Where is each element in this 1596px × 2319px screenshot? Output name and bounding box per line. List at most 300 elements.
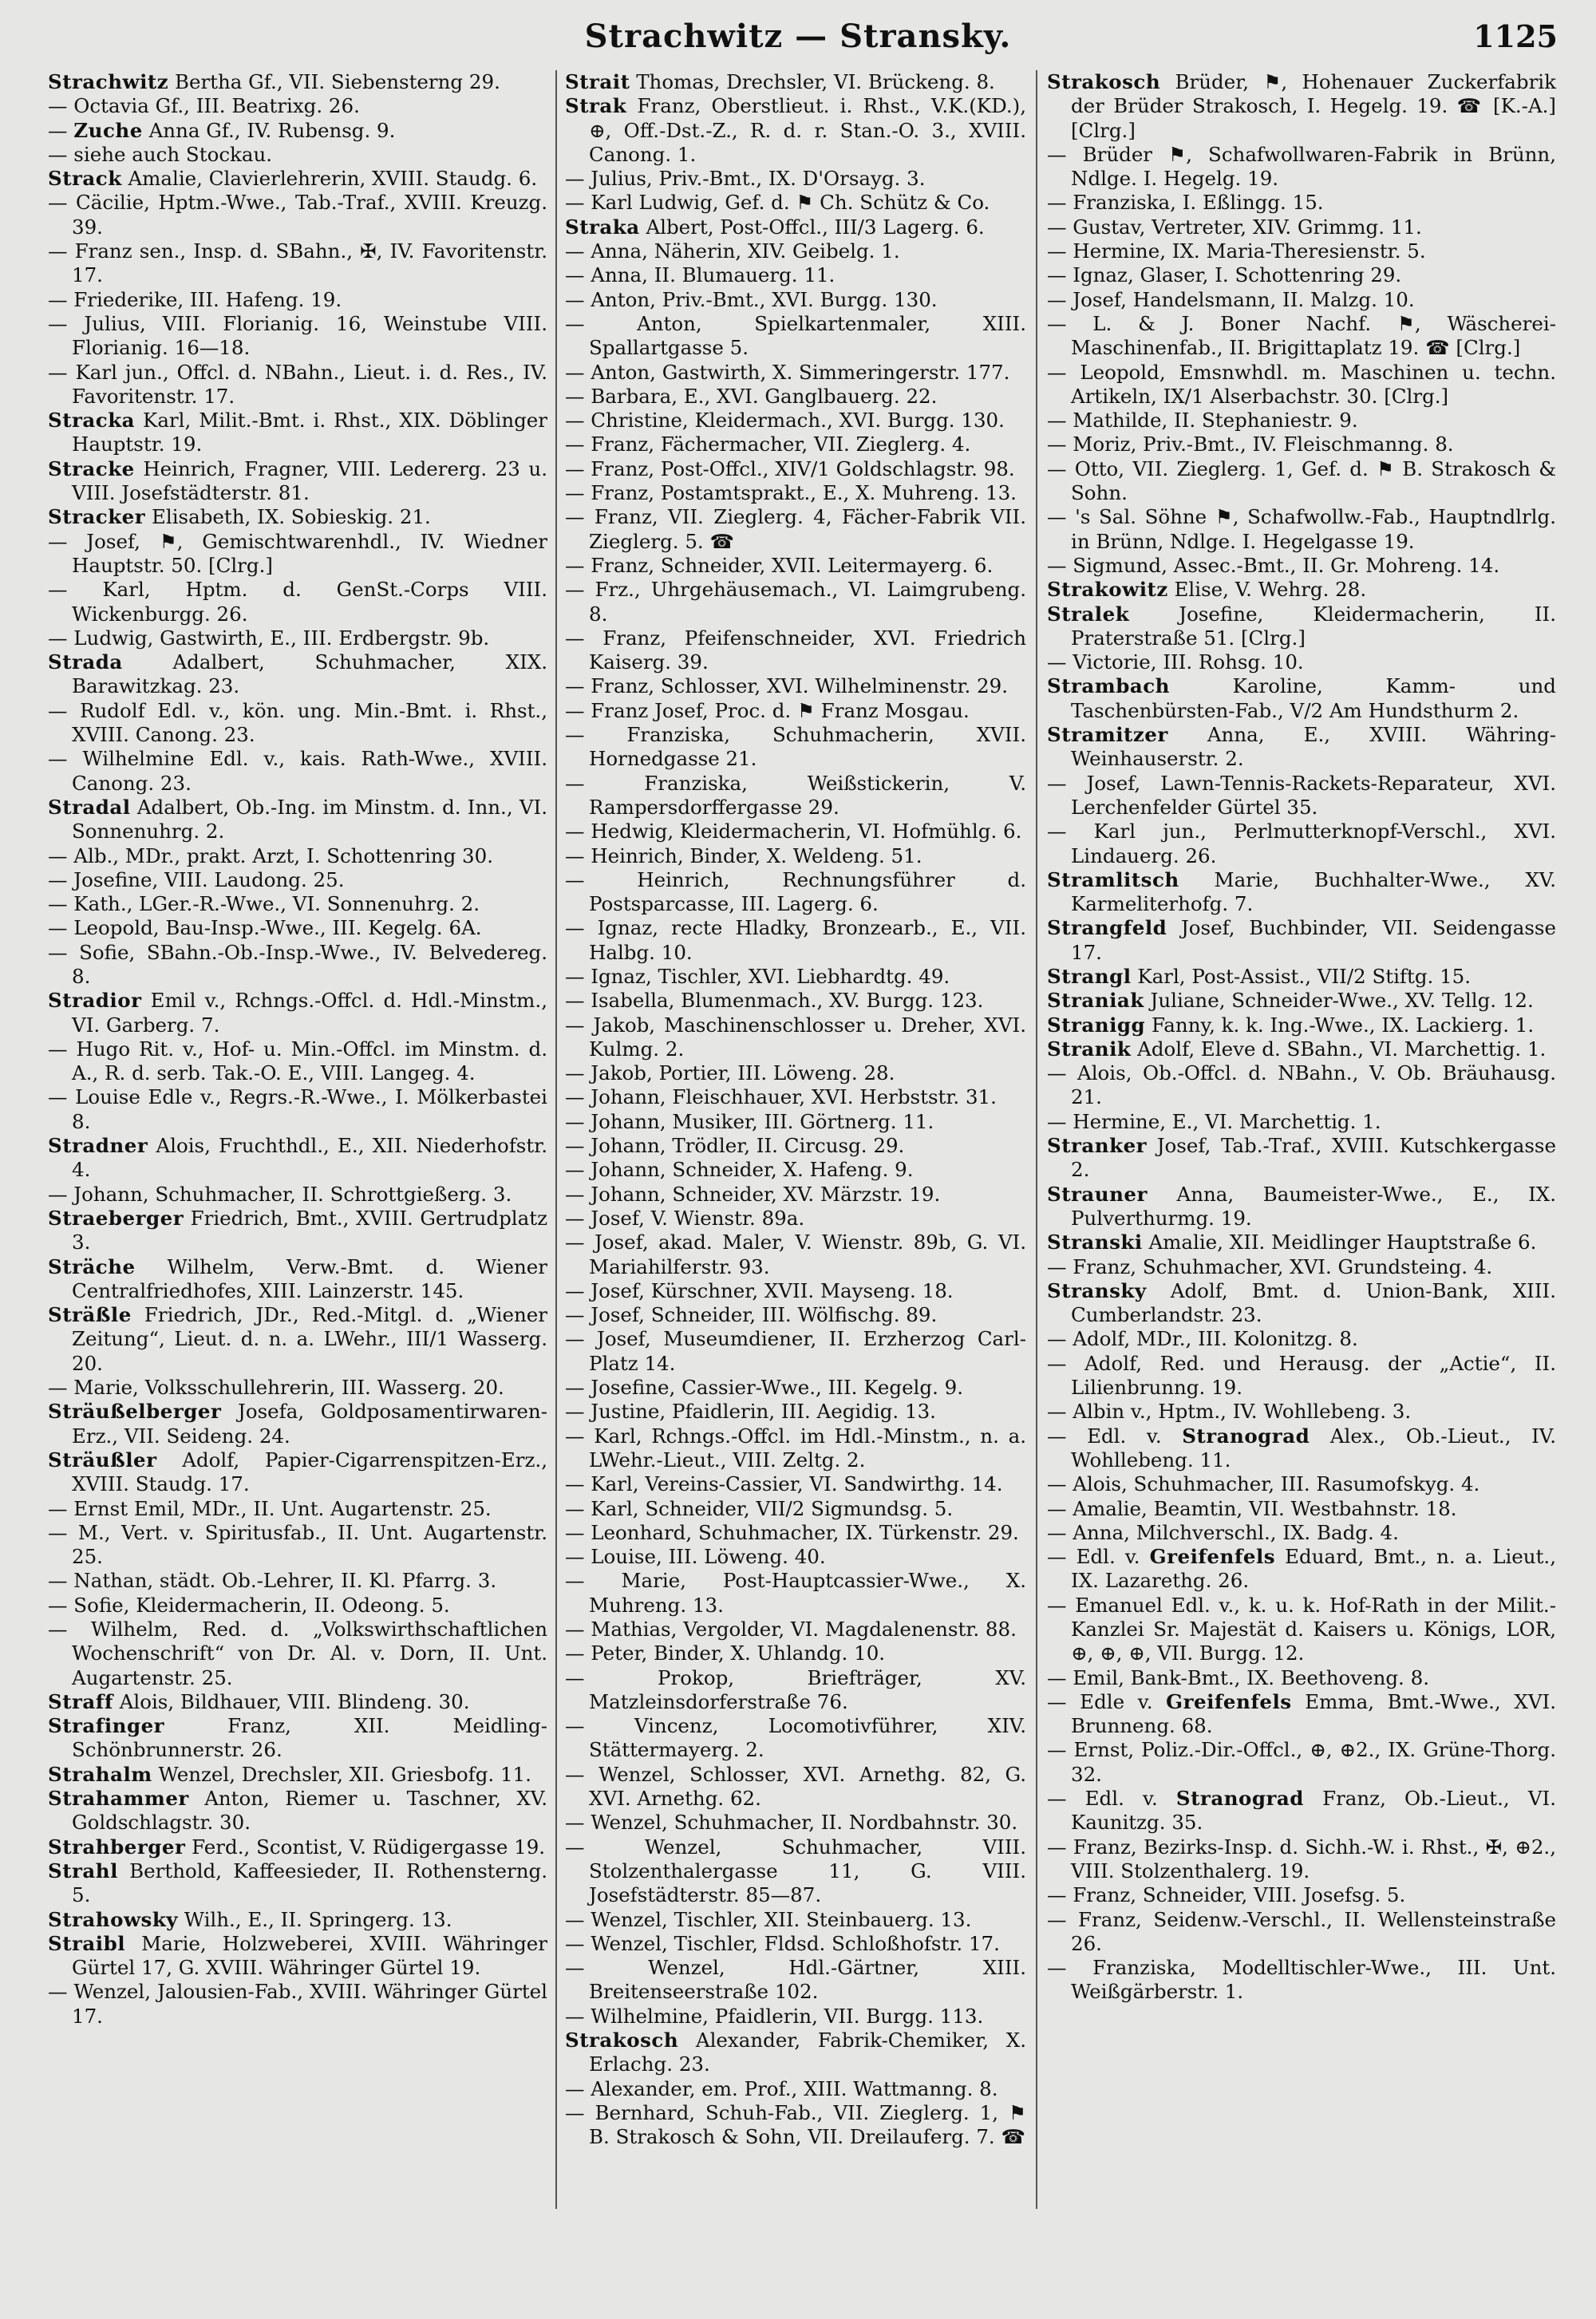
entry-details: — Wenzel, Tischler, XII. Steinbauerg. 13. bbox=[565, 1907, 972, 1931]
entry-surname: Sträche bbox=[48, 1254, 136, 1278]
entry-details: — Hedwig, Kleidermacherin, VI. Hofmühlg. 6. bbox=[565, 820, 1022, 843]
entry-details: — Louise, III. Löweng. 40. bbox=[565, 1545, 826, 1569]
entry-details: Bertha Gf., VII. Siebensterng 29. bbox=[168, 70, 500, 93]
directory-entry bbox=[565, 1666, 1026, 1715]
entry-details: — Franz, Fächermacher, VII. Zieglerg. 4. bbox=[565, 433, 971, 456]
directory-entry bbox=[1047, 1472, 1556, 1496]
entry-details: — Cäcilie, Hptm.-Wwe., Tab.-Traf., XVIII. Kreuzg. 39. bbox=[48, 191, 547, 239]
directory-entry bbox=[565, 965, 1026, 989]
directory-entry bbox=[565, 2077, 1026, 2101]
running-head: Strachwitz — Stransky. bbox=[584, 18, 1012, 55]
directory-entry bbox=[565, 481, 1026, 505]
entry-surname: Stranker bbox=[1047, 1134, 1148, 1158]
entry-details: — Franziska, Modelltischler-Wwe., III. Unt. Weißgärberstr. 1. bbox=[1047, 1956, 1556, 2004]
directory-entry bbox=[565, 1835, 1026, 1908]
directory-entry bbox=[48, 288, 547, 312]
entry-details: Josef, Tab.-Traf., XVIII. Kutschkergasse 2. bbox=[1071, 1134, 1556, 1182]
entry-details: Elise, V. Wehrg. 28. bbox=[1167, 578, 1367, 602]
entry-details: — Heinrich, Binder, X. Weldeng. 51. bbox=[565, 843, 922, 867]
directory-entry bbox=[48, 1134, 547, 1183]
entry-details: Wilhelm, Verw.-Bmt. d. Wiener Centralfriedhofes, XIII. Lainzerstr. 145. bbox=[72, 1254, 547, 1302]
entry-surname: Stranograd bbox=[1182, 1424, 1310, 1448]
directory-column-3 bbox=[1047, 70, 1556, 2005]
entry-details: — L. & J. Boner Nachf. ⚑, Wäscherei-Maschinenfab., II. Brigittaplatz 19. ☎ [Clrg.] bbox=[1047, 311, 1556, 360]
entry-surname: Straibl bbox=[48, 1931, 126, 1955]
entry-details: — Josefine, Cassier-Wwe., III. Kegelg. 9. bbox=[565, 1376, 964, 1400]
entry-details: Ferd., Scontist, V. Rüdigergasse 19. bbox=[185, 1835, 546, 1859]
directory-entry bbox=[565, 1956, 1026, 2005]
entry-surname: Stransky bbox=[1047, 1278, 1147, 1302]
entry-details: — Franz, Schneider, XVII. Leitermayerg. 6. bbox=[565, 553, 994, 577]
directory-entry bbox=[1047, 578, 1556, 602]
entry-details: — Justine, Pfaidlerin, III. Aegidig. 13. bbox=[565, 1400, 936, 1424]
entry-surname: Stradal bbox=[48, 795, 131, 819]
entry-details: — Moriz, Priv.-Bmt., IV. Fleischmanng. 8. bbox=[1047, 433, 1454, 456]
page-number: 1125 bbox=[1473, 18, 1558, 54]
directory-entry bbox=[565, 94, 1026, 167]
directory-entry bbox=[48, 941, 547, 990]
entry-details: Marie, Buchhalter-Wwe., XV. Karmeliterhofg. 7. bbox=[1071, 867, 1556, 916]
directory-entry bbox=[48, 1037, 547, 1086]
directory-entry bbox=[1047, 1061, 1556, 1110]
entry-surname: Zuche bbox=[73, 118, 143, 142]
entry-details: — Franz, Schuhmacher, XVI. Grundsteing. 4. bbox=[1047, 1254, 1493, 1278]
directory-entry bbox=[565, 1134, 1026, 1158]
directory-entry bbox=[1047, 868, 1556, 917]
directory-entry bbox=[48, 1690, 547, 1714]
directory-entry bbox=[1047, 1787, 1556, 1835]
directory-entry bbox=[565, 288, 1026, 312]
directory-entry bbox=[565, 1569, 1026, 1618]
directory-entry bbox=[48, 119, 547, 143]
entry-surname: Stranigg bbox=[1047, 1013, 1146, 1037]
entry-details: — Sigmund, Assec.-Bmt., II. Gr. Mohreng. 14. bbox=[1047, 553, 1500, 577]
entry-details: Brüder, ⚑, Hohenauer Zuckerfabrik der Brüder Strakosch, I. Hegelg. 19. ☎ [K.-A.] [Clrg.] bbox=[1071, 70, 1556, 142]
entry-prefix: — bbox=[48, 118, 74, 142]
directory-entry bbox=[565, 239, 1026, 263]
directory-column-2 bbox=[565, 70, 1026, 2150]
directory-entry bbox=[565, 844, 1026, 868]
directory-entry bbox=[565, 1400, 1026, 1424]
directory-entry bbox=[565, 2005, 1026, 2029]
entry-details: Anna, Baumeister-Wwe., E., IX. Pulverthurmg. 19. bbox=[1071, 1182, 1556, 1230]
entry-details: Alois, Bildhauer, VIII. Blindeng. 30. bbox=[113, 1689, 470, 1713]
entry-details: — Isabella, Blumenmach., XV. Burgg. 123. bbox=[565, 989, 984, 1013]
directory-entry bbox=[565, 1641, 1026, 1665]
entry-surname: Strakosch bbox=[565, 2029, 679, 2052]
directory-entry bbox=[48, 1932, 547, 1981]
directory-entry bbox=[1047, 916, 1556, 965]
entry-surname: Stracker bbox=[48, 505, 146, 529]
directory-entry bbox=[48, 1908, 547, 1932]
directory-entry bbox=[1047, 70, 1556, 143]
directory-entry bbox=[1047, 965, 1556, 989]
directory-entry bbox=[48, 1376, 547, 1400]
entry-details: Josef, Buchbinder, VII. Seidengasse 17. bbox=[1071, 916, 1556, 964]
directory-entry bbox=[1047, 1231, 1556, 1254]
directory-entry bbox=[1047, 239, 1556, 263]
directory-entry bbox=[48, 796, 547, 844]
entry-details: — Franz sen., Insp. d. SBahn., ✠, IV. Favoritenstr. 17. bbox=[48, 239, 547, 287]
entry-surname: Stracka bbox=[48, 409, 136, 433]
directory-entry bbox=[565, 578, 1026, 626]
directory-entry bbox=[1047, 1497, 1556, 1521]
directory-entry bbox=[1047, 1521, 1556, 1545]
entry-surname: Strangl bbox=[1047, 964, 1132, 988]
entry-details: — Franz, VII. Zieglerg. 4, Fächer-Fabrik VII. Zieglerg. 5. ☎ bbox=[565, 505, 1026, 553]
entry-surname: Sträußler bbox=[48, 1448, 157, 1472]
directory-entry bbox=[48, 1763, 547, 1787]
entry-details: — Josef, akad. Maler, V. Wienstr. 89b, G. VI. Mariahilferstr. 93. bbox=[565, 1231, 1026, 1278]
directory-entry bbox=[48, 1448, 547, 1497]
entry-details: — Leonhard, Schuhmacher, IX. Türkenstr. 29. bbox=[565, 1520, 1019, 1544]
entry-details: — Ernst Emil, MDr., II. Unt. Augartenstr. 25. bbox=[48, 1496, 492, 1520]
directory-entry bbox=[565, 1279, 1026, 1303]
entry-surname: Greifenfels bbox=[1149, 1545, 1276, 1569]
entry-details: — Hugo Rit. v., Hof- u. Min.-Offcl. im Minstm. d. A., R. d. serb. Tak.-O. E., VIII. Langeg. 4. bbox=[48, 1037, 547, 1085]
entry-details: — Franziska, I. Eßlingg. 15. bbox=[1047, 191, 1324, 215]
directory-entry bbox=[48, 191, 547, 239]
entry-details: — Hermine, IX. Maria-Theresienstr. 5. bbox=[1047, 239, 1426, 263]
entry-details: Thomas, Drechsler, VI. Brückeng. 8. bbox=[630, 70, 995, 93]
directory-entry bbox=[565, 263, 1026, 287]
entry-details: Friedrich, Bmt., XVIII. Gertrudplatz 3. bbox=[72, 1206, 547, 1254]
entry-details: — Anna, II. Blumauerg. 11. bbox=[565, 263, 836, 287]
entry-details: — Franziska, Schuhmacherin, XVII. Hornedgasse 21. bbox=[565, 723, 1026, 771]
directory-entry bbox=[1047, 1400, 1556, 1424]
directory-entry bbox=[565, 409, 1026, 433]
directory-entry bbox=[1047, 1037, 1556, 1061]
directory-entry bbox=[48, 747, 547, 796]
directory-entry bbox=[565, 2101, 1026, 2150]
entry-surname: Strahl bbox=[48, 1859, 118, 1882]
entry-details: Amalie, Clavierlehrerin, XVIII. Staudg. 6. bbox=[121, 167, 538, 191]
directory-entry bbox=[1047, 1690, 1556, 1739]
directory-entry bbox=[565, 868, 1026, 917]
entry-details: Alex., Ob.-Lieut., IV. Wohllebeng. 11. bbox=[1071, 1424, 1556, 1472]
directory-entry bbox=[565, 1303, 1026, 1327]
directory-entry bbox=[565, 385, 1026, 409]
directory-entry bbox=[1047, 1013, 1556, 1037]
entry-details: — Josef, ⚑, Gemischtwarenhdl., IV. Wiedner Hauptstr. 50. [Clrg.] bbox=[48, 529, 547, 577]
entry-details: Josefa, Goldposamentirwaren-Erz., VII. Seideng. 24. bbox=[72, 1400, 547, 1448]
entry-surname: Stranik bbox=[1047, 1037, 1132, 1061]
entry-details: — Sofie, Kleidermacherin, II. Odeong. 5. bbox=[48, 1593, 450, 1617]
entry-details: — Victorie, III. Rohsg. 10. bbox=[1047, 650, 1304, 674]
entry-details: — Prokop, Briefträger, XV. Matzleinsdorferstraße 76. bbox=[565, 1665, 1026, 1713]
directory-entry bbox=[48, 167, 547, 191]
entry-details: — Wilhelmine, Pfaidlerin, VII. Burgg. 113. bbox=[565, 2004, 984, 2028]
directory-entry bbox=[565, 1013, 1026, 1062]
directory-entry bbox=[565, 1085, 1026, 1109]
directory-entry bbox=[48, 578, 547, 626]
directory-entry bbox=[565, 1183, 1026, 1207]
entry-details: — Frz., Uhrgehäusemach., VI. Laimgrubeng. 8. bbox=[565, 578, 1026, 626]
directory-entry bbox=[565, 1763, 1026, 1811]
directory-entry bbox=[48, 312, 547, 361]
entry-details: — Wenzel, Schuhmacher, VIII. Stolzenthalergasse 11, G. VIII. Josefstädterstr. 85—87. bbox=[565, 1835, 1026, 1907]
entry-details: — Emanuel Edl. v., k. u. k. Hof-Rath in der Milit.-Kanzlei Sr. Majestät d. Kaisers u. Königs, LOR, ⊕, ⊕, ⊕, VII. Burgg. 12. bbox=[1047, 1593, 1556, 1665]
directory-entry bbox=[565, 1207, 1026, 1231]
entry-surname: Strangfeld bbox=[1047, 916, 1167, 940]
column-divider bbox=[1036, 70, 1037, 2209]
entry-details: — Franz, Pfeifenschneider, XVI. Friedrich Kaiserg. 39. bbox=[565, 626, 1026, 674]
directory-entry bbox=[565, 1932, 1026, 1956]
directory-entry bbox=[1047, 312, 1556, 361]
entry-details: — Alois, Schuhmacher, III. Rasumofskyg. 4. bbox=[1047, 1472, 1480, 1496]
directory-entry bbox=[48, 1497, 547, 1521]
entry-prefix: — Edle v. bbox=[1047, 1689, 1167, 1713]
entry-details: — Emil, Bank-Bmt., IX. Beethoveng. 8. bbox=[1047, 1665, 1430, 1689]
entry-surname: Stramitzer bbox=[1047, 723, 1168, 747]
directory-entry bbox=[1047, 409, 1556, 433]
entry-details: Adolf, Eleve d. SBahn., VI. Marchettig. 1. bbox=[1131, 1037, 1547, 1061]
entry-details: — Anna, Milchverschl., IX. Badg. 4. bbox=[1047, 1520, 1399, 1544]
directory-entry bbox=[48, 239, 547, 288]
entry-details: — Wenzel, Jalousien-Fab., XVIII. Währinger Gürtel 17. bbox=[48, 1980, 547, 2028]
directory-entry bbox=[1047, 288, 1556, 312]
page-header bbox=[0, 11, 1596, 62]
entry-details: — Heinrich, Rechnungsführer d. Postsparcasse, III. Lagerg. 6. bbox=[565, 867, 1026, 916]
entry-details: — Franz, Bezirks-Insp. d. Sichh.-W. i. Rhst., ✠, ⊕2., VIII. Stolzenthalerg. 19. bbox=[1047, 1835, 1556, 1882]
entry-details: Anna, E., XVIII. Währing-Weinhauserstr. 2. bbox=[1071, 723, 1556, 771]
entry-details: — Julius, Priv.-Bmt., IX. D'Orsayg. 3. bbox=[565, 167, 926, 191]
entry-details: Eduard, Bmt., n. a. Lieut., IX. Lazarethg. 26. bbox=[1071, 1545, 1557, 1593]
entry-details: — Anna, Näherin, XIV. Geibelg. 1. bbox=[565, 239, 900, 263]
entry-details: — 's Sal. Söhne ⚑, Schafwollw.-Fab., Hauptndlrlg. in Brünn, Ndlge. I. Hegelgasse 19. bbox=[1047, 505, 1556, 553]
directory-entry bbox=[1047, 1255, 1556, 1279]
entry-surname: Stradner bbox=[48, 1134, 148, 1158]
directory-entry bbox=[1047, 602, 1556, 651]
directory-entry bbox=[565, 1424, 1026, 1473]
entry-details: — Franz, Schlosser, XVI. Wilhelminenstr. 29. bbox=[565, 674, 1009, 698]
entry-surname: Straeberger bbox=[48, 1206, 184, 1230]
entry-details: — Anton, Spielkartenmaler, XIII. Spallartgasse 5. bbox=[565, 311, 1026, 360]
directory-entry bbox=[48, 94, 547, 118]
directory-entry bbox=[565, 916, 1026, 965]
directory-entry bbox=[48, 916, 547, 940]
entry-details: Alois, Fruchthdl., E., XII. Niederhofstr. 4. bbox=[72, 1134, 547, 1182]
directory-entry bbox=[48, 1569, 547, 1593]
entry-details: Wilh., E., II. Springerg. 13. bbox=[178, 1907, 452, 1931]
entry-details: — siehe auch Stockau. bbox=[48, 142, 273, 166]
entry-details: — Ignaz, Glaser, I. Schottenring 29. bbox=[1047, 263, 1402, 287]
directory-entry bbox=[565, 2029, 1026, 2077]
entry-details: Anna Gf., IV. Rubensg. 9. bbox=[142, 118, 396, 142]
entry-details: — Karl Ludwig, Gef. d. ⚑ Ch. Schütz & Co. bbox=[565, 191, 990, 215]
directory-entry bbox=[1047, 215, 1556, 239]
directory-entry bbox=[565, 674, 1026, 698]
entry-details: — Amalie, Beamtin, VII. Westbahnstr. 18. bbox=[1047, 1496, 1457, 1520]
entry-details: — Wenzel, Schlosser, XVI. Arnethg. 82, G. XVI. Arnethg. 62. bbox=[565, 1762, 1026, 1811]
entry-details: — Marie, Post-Hauptcassier-Wwe., X. Muhreng. 13. bbox=[565, 1569, 1026, 1617]
entry-surname: Sträußelberger bbox=[48, 1400, 222, 1424]
directory-entry bbox=[565, 1231, 1026, 1279]
directory-entry bbox=[48, 1207, 547, 1255]
entry-details: Heinrich, Fragner, VIII. Ledererg. 23 u. VIII. Josefstädterstr. 81. bbox=[72, 456, 547, 505]
entry-details: — Johann, Trödler, II. Circusg. 29. bbox=[565, 1134, 905, 1158]
directory-entry bbox=[1047, 361, 1556, 409]
entry-details: — Nathan, städt. Ob.-Lehrer, II. Kl. Pfarrg. 3. bbox=[48, 1569, 497, 1593]
directory-entry bbox=[1047, 143, 1556, 192]
entry-details: — Hermine, E., VI. Marchettig. 1. bbox=[1047, 1109, 1381, 1133]
directory-entry bbox=[1047, 772, 1556, 820]
directory-entry bbox=[48, 1400, 547, 1448]
entry-details: — Josef, Kürschner, XVII. Mayseng. 18. bbox=[565, 1278, 954, 1302]
entry-surname: Strahammer bbox=[48, 1787, 189, 1811]
directory-entry bbox=[565, 433, 1026, 456]
directory-entry bbox=[565, 457, 1026, 481]
entry-details: — Otto, VII. Zieglerg. 1, Gef. d. ⚑ B. Strakosch & Sohn. bbox=[1047, 456, 1556, 505]
entry-details: — Josef, V. Wienstr. 89a. bbox=[565, 1206, 805, 1230]
directory-entry bbox=[1047, 1134, 1556, 1183]
entry-surname: Strakowitz bbox=[1047, 578, 1168, 602]
directory-entry bbox=[565, 554, 1026, 578]
directory-entry bbox=[565, 989, 1026, 1013]
entry-details: Adalbert, Schuhmacher, XIX. Barawitzkag. 23. bbox=[72, 650, 547, 698]
entry-details: Karoline, Kamm- und Taschenbürsten-Fab., V/2 Am Hundsthurm 2. bbox=[1071, 674, 1556, 722]
entry-surname: Strafinger bbox=[48, 1714, 165, 1738]
entry-surname: Straff bbox=[48, 1689, 113, 1713]
column-divider bbox=[555, 70, 557, 2209]
entry-surname: Stranograd bbox=[1175, 1787, 1304, 1811]
entry-details: Marie, Holzweberei, XVIII. Währinger Gürtel 17, G. XVIII. Währinger Gürtel 19. bbox=[72, 1931, 547, 1980]
entry-details: — Mathilde, II. Stephaniestr. 9. bbox=[1047, 409, 1358, 433]
directory-entry bbox=[48, 892, 547, 916]
entry-details: — Bernhard, Schuh-Fab., VII. Zieglerg. 1, ⚑ B. Strakosch & Sohn, VII. Dreilauferg. 7. ☎ bbox=[565, 2100, 1026, 2149]
directory-entry bbox=[565, 167, 1026, 191]
entry-details: — Wilhelmine Edl. v., kais. Rath-Wwe., XVIII. Canong. 23. bbox=[48, 747, 547, 795]
entry-details: — Peter, Binder, X. Uhlandg. 10. bbox=[565, 1641, 886, 1665]
entry-details: — Sofie, SBahn.-Ob.-Insp.-Wwe., IV. Belvedereg. 8. bbox=[48, 940, 547, 988]
directory-entry bbox=[48, 70, 547, 94]
directory-entry bbox=[565, 70, 1026, 94]
entry-details: — Ernst, Poliz.-Dir.-Offcl., ⊕, ⊕2., IX. Grüne-Thorg. 32. bbox=[1047, 1738, 1556, 1786]
directory-entry bbox=[565, 1521, 1026, 1545]
entry-details: — Ignaz, Tischler, XVI. Liebhardtg. 49. bbox=[565, 964, 950, 988]
entry-details: — Karl, Rchngs.-Offcl. im Hdl.-Minstm., n. a. LWehr.-Lieut., VIII. Zeltg. 2. bbox=[565, 1424, 1026, 1472]
directory-entry bbox=[48, 1255, 547, 1304]
directory-entry bbox=[565, 1110, 1026, 1134]
entry-details: — Rudolf Edl. v., kön. ung. Min.-Bmt. i. Rhst., XVIII. Canong. 23. bbox=[48, 698, 547, 747]
directory-entry bbox=[565, 1714, 1026, 1763]
directory-column-1 bbox=[48, 70, 547, 2029]
entry-surname: Strak bbox=[565, 94, 627, 118]
directory-entry bbox=[565, 361, 1026, 385]
directory-entry bbox=[48, 1980, 547, 2029]
entry-details: — Josef, Lawn-Tennis-Rackets-Reparateur, XVI. Lerchenfelder Gürtel 35. bbox=[1047, 771, 1556, 819]
entry-details: — Franz, Post-Offcl., XIV/1 Goldschlagstr. 98. bbox=[565, 456, 1015, 480]
directory-entry bbox=[48, 1085, 547, 1134]
directory-entry bbox=[1047, 191, 1556, 215]
directory-entry bbox=[565, 820, 1026, 843]
entry-details: — Josef, Schneider, III. Wölfischg. 89. bbox=[565, 1303, 938, 1327]
entry-details: Adalbert, Ob.-Ing. im Minstm. d. Inn., VI. Sonnenuhrg. 2. bbox=[72, 795, 547, 843]
entry-details: — Johann, Schuhmacher, II. Schrottgießerg. 3. bbox=[48, 1182, 512, 1206]
directory-entry bbox=[1047, 674, 1556, 723]
directory-entry bbox=[48, 868, 547, 892]
entry-details: — Johann, Schneider, XV. Märzstr. 19. bbox=[565, 1182, 941, 1206]
entry-details: — Franz, Postamtsprakt., E., X. Muhreng. 13. bbox=[565, 481, 1017, 505]
directory-entry bbox=[1047, 820, 1556, 868]
entry-surname: Strauner bbox=[1047, 1182, 1148, 1206]
entry-surname: Stralek bbox=[1047, 602, 1130, 626]
directory-entry bbox=[565, 1618, 1026, 1641]
directory-entry bbox=[1047, 723, 1556, 772]
directory-entry bbox=[48, 1859, 547, 1908]
entry-details: — Friederike, III. Hafeng. 19. bbox=[48, 287, 342, 311]
entry-surname: Sträßle bbox=[48, 1303, 132, 1327]
entry-surname: Straka bbox=[565, 215, 640, 239]
directory-entry bbox=[1047, 263, 1556, 287]
entry-details: — Marie, Volksschullehrerin, III. Wasserg. 20. bbox=[48, 1376, 504, 1400]
entry-surname: Strambach bbox=[1047, 674, 1170, 698]
entry-details: Franz, Oberstlieut. i. Rhst., V.K.(KD.), ⊕, Off.-Dst.-Z., R. d. r. Stan.-O. 3., XVIII. Canong. 1. bbox=[589, 94, 1026, 166]
directory-entry bbox=[565, 1497, 1026, 1521]
directory-entry bbox=[565, 215, 1026, 239]
entry-surname: Strada bbox=[48, 650, 123, 674]
entry-details: — Wilhelm, Red. d. „Volkswirthschaftlichen Wochenschrift“ von Dr. Al. v. Dorn, II. Unt. Augartenstr. 25. bbox=[48, 1618, 547, 1689]
entry-details: — Leopold, Bau-Insp.-Wwe., III. Kegelg. 6A. bbox=[48, 916, 482, 940]
entry-details: Friedrich, JDr., Red.-Mitgl. d. „Wiener Zeitung“, Lieut. d. n. a. LWehr., III/1 Wasserg. 20. bbox=[72, 1303, 547, 1375]
entry-prefix: — Edl. v. bbox=[1047, 1424, 1183, 1448]
entry-details: — Alexander, em. Prof., XIII. Wattmanng. 8. bbox=[565, 2076, 998, 2100]
directory-entry bbox=[48, 1303, 547, 1376]
directory-entry bbox=[565, 699, 1026, 723]
entry-details: Amalie, XII. Meidlinger Hauptstraße 6. bbox=[1142, 1231, 1537, 1254]
entry-details: — Franziska, Weißstickerin, V. Rampersdorffergasse 29. bbox=[565, 771, 1026, 819]
directory-entry bbox=[48, 989, 547, 1037]
directory-entry bbox=[1047, 989, 1556, 1013]
directory-entry bbox=[1047, 1738, 1556, 1787]
entry-details: — Louise Edle v., Regrs.-R.-Wwe., I. Mölkerbastei 8. bbox=[48, 1085, 547, 1133]
entry-details: — Vincenz, Locomotivführer, XIV. Stättermayerg. 2. bbox=[565, 1714, 1026, 1762]
directory-entry bbox=[1047, 1835, 1556, 1884]
entry-details: Berthold, Kaffeesieder, II. Rothensterng. 5. bbox=[72, 1859, 547, 1907]
directory-entry bbox=[48, 361, 547, 409]
entry-details: — Josef, Museumdiener, II. Erzherzog Carl-Platz 14. bbox=[565, 1327, 1026, 1375]
entry-prefix: — Edl. v. bbox=[1047, 1545, 1150, 1569]
directory-entry bbox=[1047, 554, 1556, 578]
entry-details: — Karl, Vereins-Cassier, VI. Sandwirthg. 14. bbox=[565, 1472, 1003, 1496]
entry-surname: Straniak bbox=[1047, 989, 1144, 1013]
directory-entry bbox=[48, 1594, 547, 1618]
entry-details: Juliane, Schneider-Wwe., XV. Tellg. 12. bbox=[1144, 989, 1534, 1013]
entry-surname: Strahalm bbox=[48, 1762, 152, 1786]
directory-entry bbox=[1047, 1666, 1556, 1690]
entry-details: — Josef, Handelsmann, II. Malzg. 10. bbox=[1047, 287, 1415, 311]
entry-details: — Wenzel, Schuhmacher, II. Nordbahnstr. 30. bbox=[565, 1811, 1018, 1835]
entry-details: — Johann, Schneider, X. Hafeng. 9. bbox=[565, 1158, 914, 1182]
directory-entry bbox=[48, 409, 547, 457]
directory-entry bbox=[1047, 1279, 1556, 1328]
directory-entry bbox=[565, 772, 1026, 820]
directory-entry bbox=[48, 1835, 547, 1859]
directory-entry bbox=[48, 505, 547, 529]
entry-details: — Franz, Schneider, VIII. Josefsg. 5. bbox=[1047, 1883, 1406, 1907]
directory-entry bbox=[1047, 1594, 1556, 1666]
entry-details: — Albin v., Hptm., IV. Wohllebeng. 3. bbox=[1047, 1400, 1412, 1424]
entry-details: Franz, Ob.-Lieut., VI. Kaunitzg. 35. bbox=[1071, 1787, 1556, 1835]
directory-entry bbox=[1047, 1110, 1556, 1134]
entry-details: — Alb., MDr., prakt. Arzt, I. Schottenring 30. bbox=[48, 843, 493, 867]
directory-entry bbox=[1047, 1908, 1556, 1957]
entry-details: Wenzel, Drechsler, XII. Griesbofg. 11. bbox=[152, 1762, 531, 1786]
directory-entry bbox=[565, 1545, 1026, 1569]
entry-details: Emil v., Rchngs.-Offcl. d. Hdl.-Minstm., VI. Garberg. 7. bbox=[72, 989, 547, 1037]
entry-details: — Mathias, Vergolder, VI. Magdalenenstr. 88. bbox=[565, 1618, 1017, 1641]
entry-details: Elisabeth, IX. Sobieskig. 21. bbox=[145, 505, 431, 529]
